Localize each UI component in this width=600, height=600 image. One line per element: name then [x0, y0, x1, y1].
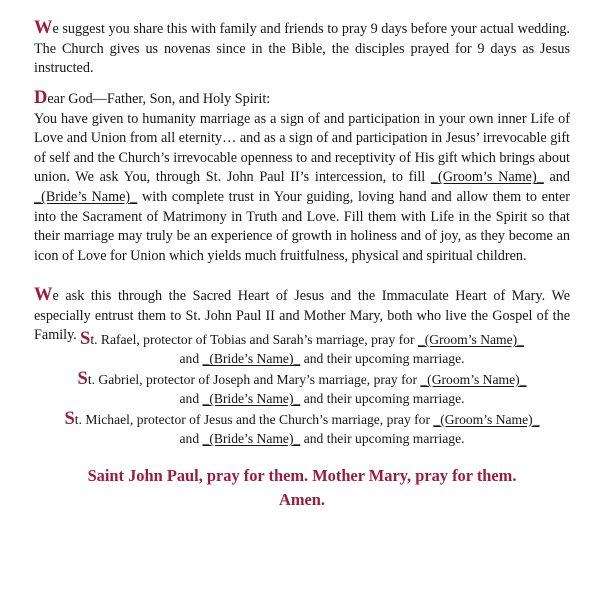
saint-rafael-bride-blank[interactable]: _(Bride’s Name)_ [202, 351, 301, 367]
saint-rafael-groom-blank[interactable]: _(Groom’s Name)_ [417, 332, 524, 347]
saint-michael-groom-blank[interactable]: _(Groom’s Name)_ [433, 411, 540, 427]
closing-line-1: Saint John Paul, pray for them. Mother Mary, pray for them. [87, 466, 517, 485]
saint-rafael-dropcap: S [80, 329, 91, 349]
saint-invocation-michael [34, 410, 570, 449]
saint-rafael-tail: and their upcoming marriage. [300, 351, 465, 367]
saint-rafael-line2 [34, 349, 570, 368]
closing-line-2: Amen. [279, 490, 325, 509]
intro-text: e suggest you share this with family and friends to pray 9 days before your actual wedding. The Church gives us novenas since in the Bible, the disciples prayed for 9 days as Jesus instructed. [34, 21, 570, 77]
saint-michael-dropcap: S [64, 408, 75, 429]
saint-gabriel-line1 [34, 370, 570, 389]
saint-michael-line1 [34, 410, 570, 429]
saint-gabriel-groom-blank[interactable]: _(Groom’s Name)_ [420, 371, 527, 387]
prayer-salutation: ear God—Father, Son, and Holy Spirit: [47, 91, 271, 107]
saint-invocation-gabriel [34, 370, 570, 409]
prayer-salutation-line [34, 90, 570, 110]
prayer-body [34, 110, 570, 267]
prayer-paragraph [34, 90, 570, 266]
saint-michael-and: and [179, 431, 203, 447]
saint-michael-bride-blank[interactable]: _(Bride’s Name)_ [202, 431, 301, 447]
intro-dropcap: W [34, 18, 53, 39]
saint-rafael-line1 [34, 330, 570, 349]
closing-block [34, 464, 570, 512]
prayer-conjunction: and [543, 169, 570, 186]
saint-gabriel-text: t. Gabriel, protector of Joseph and Mary’s marriage, pray for [87, 371, 421, 387]
prayer-body-part1: You have given to humanity marriage as a sign of and participation in your own inner Life of Love and Union from all eternity… and as a sign of and participation in Jesus’ irrevocable gift of self and the Church’s irrevocable openness to and receptivity of His gift which brings about union. We ask You, through St. John Paul II’s intercession, to fill [34, 110, 570, 186]
saint-michael-line2 [34, 429, 570, 448]
saint-rafael-text: t. Rafael, protector of Tobias and Sarah’s marriage, pray for [90, 332, 418, 347]
saint-rafael-and: and [179, 351, 203, 367]
saint-gabriel-and: and [179, 391, 203, 407]
saint-michael-text: t. Michael, protector of Jesus and the Church’s marriage, pray for [74, 411, 434, 427]
prayer-bride-blank[interactable]: _(Bride’s Name)_ [34, 188, 138, 205]
saint-gabriel-dropcap: S [77, 368, 88, 389]
saint-invocation-rafael [34, 330, 570, 369]
prayer-body-part2: with complete trust in Your guiding, loving hand and allow them to enter into the Sacrament of Matrimony in Truth and Love. Fill them with Life in the Spirit so that their marriage may truly be an experience of growth in holiness and of joy, as they become an icon of Love for Union which yields much fruitfulness, physical and spiritual children. [34, 188, 570, 264]
intro-paragraph [34, 20, 570, 79]
saint-michael-tail: and their upcoming marriage. [300, 431, 465, 447]
saints-invocation-block [34, 330, 570, 449]
ask-this-text: e ask this through the Sacred Heart of Jesus and the Immaculate Heart of Mary. We especially entrust them to St. John Paul II and Mother Mary, both who live the Gospel of the Family. [34, 288, 570, 344]
saint-gabriel-line2 [34, 389, 570, 408]
saint-gabriel-tail: and their upcoming marriage. [300, 391, 465, 407]
ask-this-dropcap: W [34, 285, 53, 306]
saint-gabriel-bride-blank[interactable]: _(Bride’s Name)_ [202, 391, 301, 407]
prayer-dropcap: D [34, 88, 48, 108]
prayer-groom-blank[interactable]: _(Groom’s Name)_ [430, 169, 544, 186]
